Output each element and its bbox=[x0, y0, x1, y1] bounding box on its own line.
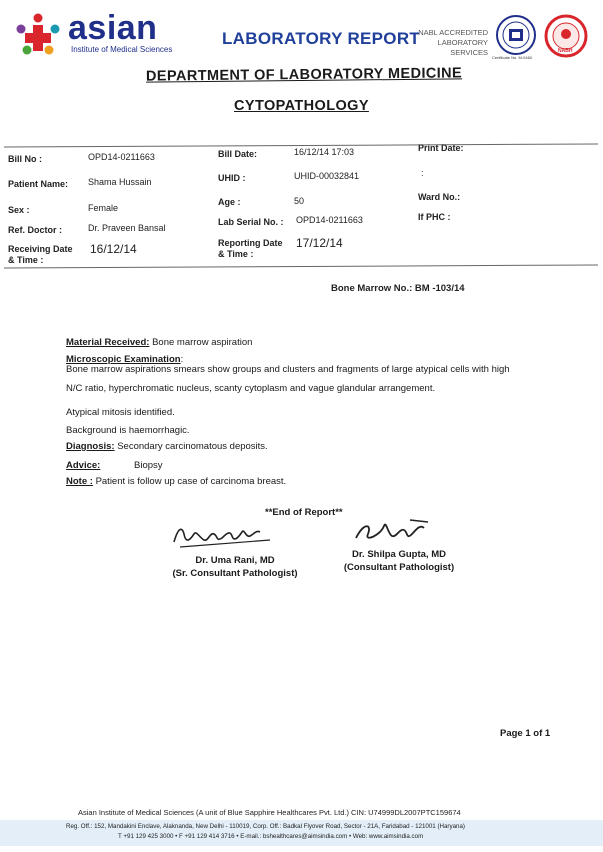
microscopic-line-3: Atypical mitosis identified. bbox=[66, 407, 175, 418]
ref-doctor-value: Dr. Praveen Bansal bbox=[88, 223, 166, 233]
lab-serial-value: OPD14-0211663 bbox=[296, 215, 363, 225]
material-label: Material Received: bbox=[66, 337, 150, 348]
nabl-accreditation: NABL ACCREDITED LABORATORY SERVICES bbox=[418, 28, 488, 57]
reporting-date-label: Reporting Date & Time : bbox=[218, 238, 283, 259]
diagnosis-value: Secondary carcinomatous deposits. bbox=[117, 441, 268, 452]
cert-number: Certificate No. M-0460 bbox=[492, 55, 533, 60]
print-date-label: Print Date: bbox=[418, 143, 464, 153]
receiving-date-label: Receiving Date & Time : bbox=[8, 244, 73, 265]
logo-subtitle: Institute of Medical Sciences bbox=[71, 45, 173, 54]
signatory-2 bbox=[324, 549, 474, 574]
ward-no-label: Ward No.: bbox=[418, 192, 461, 202]
sex-value: Female bbox=[88, 203, 119, 213]
bill-no-value: OPD14-0211663 bbox=[88, 152, 155, 162]
microscopic-label: Microscopic Examination bbox=[66, 354, 181, 365]
bill-no-label: Bill No : bbox=[8, 154, 42, 164]
logo-mark bbox=[14, 12, 62, 60]
age-value: 50 bbox=[294, 196, 305, 206]
print-date-value: : bbox=[421, 168, 424, 178]
nabl-seal bbox=[494, 14, 538, 60]
note-value: Patient is follow up case of carcinoma breast. bbox=[95, 476, 287, 487]
note-label: Note : bbox=[66, 476, 93, 487]
microscopic-line-4: Background is haemorrhagic. bbox=[66, 425, 190, 436]
material-value: Bone marrow aspiration bbox=[152, 337, 253, 348]
phc-label: If PHC : bbox=[418, 212, 451, 222]
signatory-1 bbox=[160, 555, 310, 580]
bill-date-value: 16/12/14 17:03 bbox=[294, 147, 355, 157]
signature-shilpa-gupta bbox=[350, 514, 440, 548]
signature-uma-rani bbox=[170, 520, 280, 552]
section-title: CYTOPATHOLOGY bbox=[234, 98, 369, 114]
bill-date-label: Bill Date: bbox=[218, 149, 258, 159]
nabh-seal bbox=[544, 14, 588, 58]
patient-name-value: Shama Hussain bbox=[88, 177, 152, 187]
department-title: DEPARTMENT OF LABORATORY MEDICINE bbox=[145, 65, 463, 85]
receiving-date-value: 16/12/14 bbox=[90, 242, 137, 256]
footer-contact-line: T +91 129 425 3000 • F +91 129 414 3716 • E-mail.: bshealthcares@aimsindia.com • Web: www.aimsindia.com bbox=[118, 833, 424, 840]
ref-doctor-label: Ref. Doctor : bbox=[8, 225, 62, 235]
material-received bbox=[66, 337, 252, 348]
sex-label: Sex : bbox=[8, 205, 30, 215]
diagnosis-label: Diagnosis: bbox=[66, 441, 115, 452]
patient-info-bottom-rule bbox=[4, 264, 598, 268]
advice-value: Biopsy bbox=[134, 460, 163, 471]
logo-name: asian bbox=[68, 9, 158, 47]
reporting-date-value: 17/12/14 bbox=[296, 236, 343, 250]
patient-name-label: Patient Name: bbox=[8, 179, 69, 189]
age-label: Age : bbox=[218, 197, 241, 207]
advice bbox=[66, 460, 163, 471]
diagnosis bbox=[66, 441, 268, 452]
lab-serial-label: Lab Serial No. : bbox=[218, 217, 284, 227]
bone-marrow-number: Bone Marrow No.: BM -103/14 bbox=[331, 283, 465, 294]
footer-address-line: Reg. Off.: 152, Mandakini Enclave, Alaknanda, New Delhi - 110019, Corp. Off.: Badkal Flyover Road, Sector - 21A, Faridabad - 121001 (Haryana) bbox=[66, 823, 465, 830]
uhid-value: UHID-00032841 bbox=[294, 171, 360, 181]
signatory-2-title: (Consultant Pathologist) bbox=[343, 562, 455, 573]
end-of-report: **End of Report** bbox=[265, 507, 343, 518]
microscopic-line-1: Bone marrow aspirations smears show groups and clusters and fragments of large atypical cells with high bbox=[66, 364, 510, 375]
page-number: Page 1 of 1 bbox=[500, 728, 551, 739]
microscopic-heading: Microscopic Examination: bbox=[66, 354, 184, 365]
footer-company-line: Asian Institute of Medical Sciences (A unit of Blue Sapphire Healthcares Pvt. Ltd.) CIN: U74999DL2007PTC159674 bbox=[78, 808, 461, 817]
signatory-2-name: Dr. Shilpa Gupta, MD bbox=[352, 549, 446, 560]
nabh-label: NABH bbox=[558, 48, 573, 54]
uhid-label: UHID : bbox=[218, 173, 246, 183]
advice-label: Advice: bbox=[66, 460, 101, 471]
microscopic-line-2: N/C ratio, hyperchromatic nucleus, scanty cytoplasm and vague glandular arrangement. bbox=[66, 383, 436, 394]
report-title: LABORATORY REPORT bbox=[222, 29, 421, 48]
signatory-1-title: (Sr. Consultant Pathologist) bbox=[172, 568, 298, 579]
signatory-1-name: Dr. Uma Rani, MD bbox=[195, 555, 275, 566]
note bbox=[66, 476, 286, 487]
